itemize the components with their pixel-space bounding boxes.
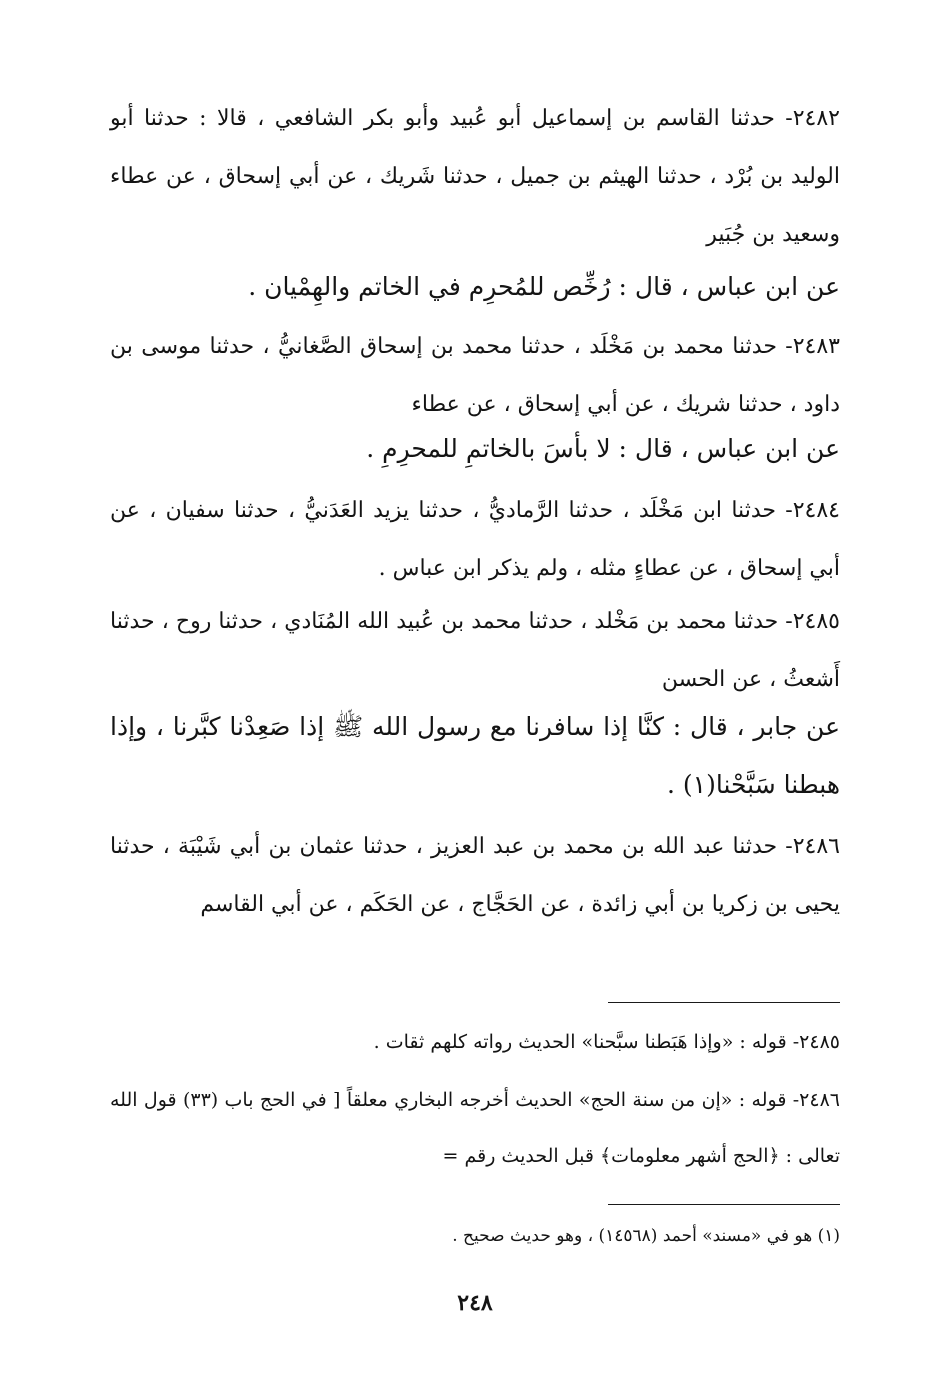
note-2485: ٢٤٨٥- قوله : «وإذا هَبَطنا سبَّحنا» الحديث رواته كلهم ثقات .	[373, 1031, 840, 1053]
hadith-2483-matn: عن ابن عباس ، قال : لا بأسَ بالخاتمِ للمحرِمِ .	[366, 434, 840, 463]
hadith-2486-isnad: ٢٤٨٦- حدثنا عبد الله بن محمد بن عبد العزيز ، حدثنا عثمان بن أبي شَيْبَة ، حدثنا يحيى بن زكريا بن أبي زائدة ، عن الحَجَّاج ، عن الحَكَم ، عن أبي القاسم	[110, 834, 840, 917]
footnote-1: (١) هو في «مسند» أحمد (١٤٥٦٨) ، وهو حديث صحيح .	[452, 1226, 840, 1246]
notes-separator	[608, 1002, 840, 1003]
hadith-2484-isnad: ٢٤٨٤- حدثنا ابن مَخْلَد ، حدثنا الرَّماديُّ ، حدثنا يزيد العَدَنيُّ ، حدثنا سفيان ، عن أبي إسحاق ، عن عطاءٍ مثله ، ولم يذكر ابن عباس .	[110, 498, 840, 581]
hadith-2483-isnad: ٢٤٨٣- حدثنا محمد بن مَخْلَد ، حدثنا محمد بن إسحاق الصَّغانيُّ ، حدثنا موسى بن داود ، حدثنا شريك ، عن أبي إسحاق ، عن عطاء	[110, 334, 840, 417]
hadith-2482-isnad: ٢٤٨٢- حدثنا القاسم بن إسماعيل أبو عُبيد وأبو بكر الشافعي ، قالا : حدثنا أبو الوليد بن بُرْد ، حدثنا الهيثم بن جميل ، حدثنا شَريك ، عن أبي إسحاق ، عن عطاء وسعيد بن جُبَير	[110, 106, 840, 247]
footnote-separator	[608, 1204, 840, 1205]
book-page	[110, 90, 840, 1330]
page-number: ٢٤٨	[457, 1290, 493, 1316]
note-2486: ٢٤٨٦- قوله : «إن من سنة الحج» الحديث أخرجه البخاري معلقاً [ في الحج باب (٣٣) قول الله تعالى : ﴿الحج أشهر معلومات﴾ قبل الحديث رقم =	[110, 1089, 840, 1167]
hadith-2485-isnad: ٢٤٨٥- حدثنا محمد بن مَخْلد ، حدثنا محمد بن عُبيد الله المُنَادي ، حدثنا روح ، حدثنا أَشعثُ ، عن الحسن	[110, 609, 840, 692]
hadith-2485-matn: عن جابر ، قال : كنَّا إذا سافرنا مع رسول الله ﷺ إذا صَعِدْنا كبَّرنا ، وإذا هبطنا سَبَّحْنا(١) .	[110, 712, 840, 799]
hadith-2482-matn: عن ابن عباس ، قال : رُخِّص للمُحرِم في الخاتم والهِمْيان .	[248, 272, 840, 301]
